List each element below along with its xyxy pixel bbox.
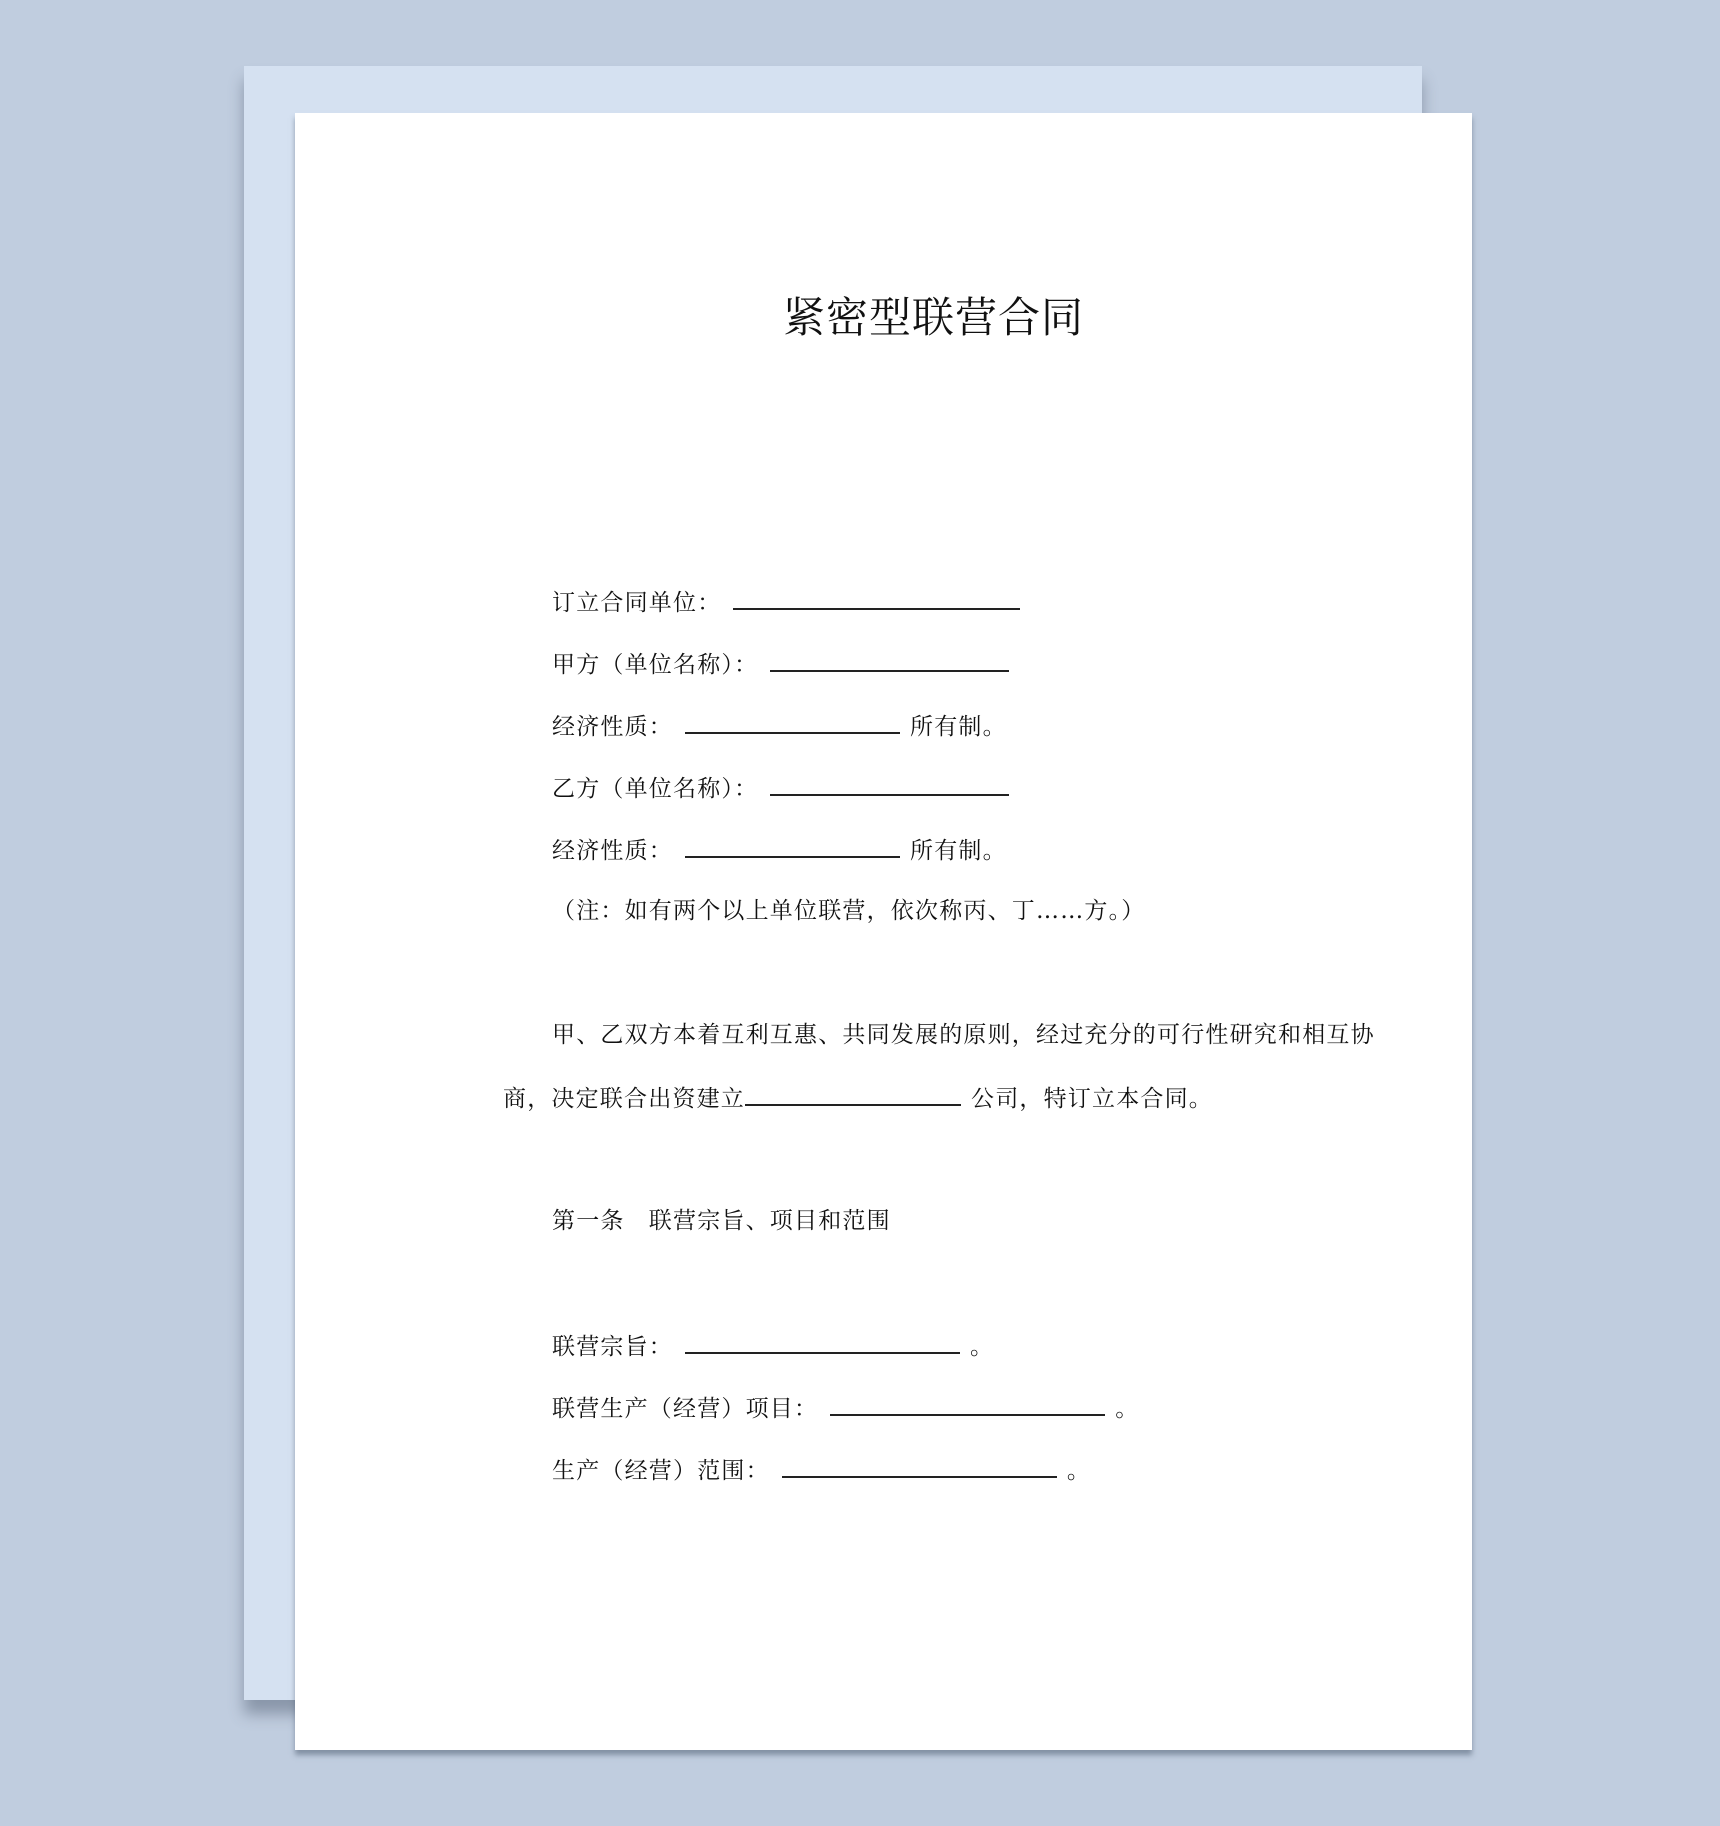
party-a-nature-line bbox=[552, 710, 1007, 742]
party-b-label: 乙方（单位名称）： bbox=[552, 776, 759, 802]
purpose-label: 联营宗旨： bbox=[552, 1334, 673, 1360]
party-b-line bbox=[552, 772, 1019, 804]
document-title: 紧密型联营合同 bbox=[782, 293, 1084, 342]
purpose-line bbox=[552, 1330, 994, 1362]
preamble-prefix: 商，决定联合出资建立 bbox=[503, 1086, 745, 1112]
preamble-line-2 bbox=[503, 1082, 1213, 1114]
party-a-nature-label: 经济性质： bbox=[552, 714, 673, 740]
company-name-field[interactable] bbox=[745, 1082, 961, 1106]
project-line bbox=[552, 1392, 1139, 1424]
party-b-nature-label: 经济性质： bbox=[552, 838, 673, 864]
party-a-label: 甲方（单位名称）： bbox=[552, 652, 759, 678]
party-a-nature-suffix: 所有制。 bbox=[910, 714, 1007, 740]
party-a-nature-field[interactable] bbox=[685, 710, 900, 734]
front-page-sheet bbox=[295, 113, 1472, 1750]
party-a-name-field[interactable] bbox=[770, 648, 1009, 672]
scope-field[interactable] bbox=[782, 1454, 1057, 1478]
project-suffix: 。 bbox=[1115, 1396, 1140, 1422]
article-1-heading: 第一条 联营宗旨、项目和范围 bbox=[552, 1208, 891, 1234]
project-label: 联营生产（经营）项目： bbox=[552, 1396, 819, 1422]
project-field[interactable] bbox=[830, 1392, 1105, 1416]
party-b-name-field[interactable] bbox=[770, 772, 1009, 796]
preamble-suffix: 公司，特订立本合同。 bbox=[971, 1086, 1213, 1112]
preamble-line-1: 甲、乙双方本着互利互惠、共同发展的原则，经过充分的可行性研究和相互协 bbox=[552, 1022, 1375, 1048]
signing-unit-field[interactable] bbox=[733, 586, 1020, 610]
scope-suffix: 。 bbox=[1066, 1458, 1092, 1484]
party-a-line bbox=[552, 648, 1019, 680]
scope-label: 生产（经营）范围： bbox=[552, 1458, 770, 1484]
party-b-nature-line bbox=[552, 834, 1007, 866]
signing-unit-label: 订立合同单位： bbox=[552, 590, 722, 616]
signing-unit-line bbox=[552, 586, 1030, 618]
purpose-suffix: 。 bbox=[970, 1334, 995, 1360]
note-line: （注：如有两个以上单位联营，依次称丙、丁……方。） bbox=[552, 898, 1146, 924]
scope-line bbox=[552, 1454, 1091, 1486]
party-b-nature-field[interactable] bbox=[685, 834, 900, 858]
party-b-nature-suffix: 所有制。 bbox=[910, 838, 1007, 864]
purpose-field[interactable] bbox=[685, 1330, 960, 1354]
